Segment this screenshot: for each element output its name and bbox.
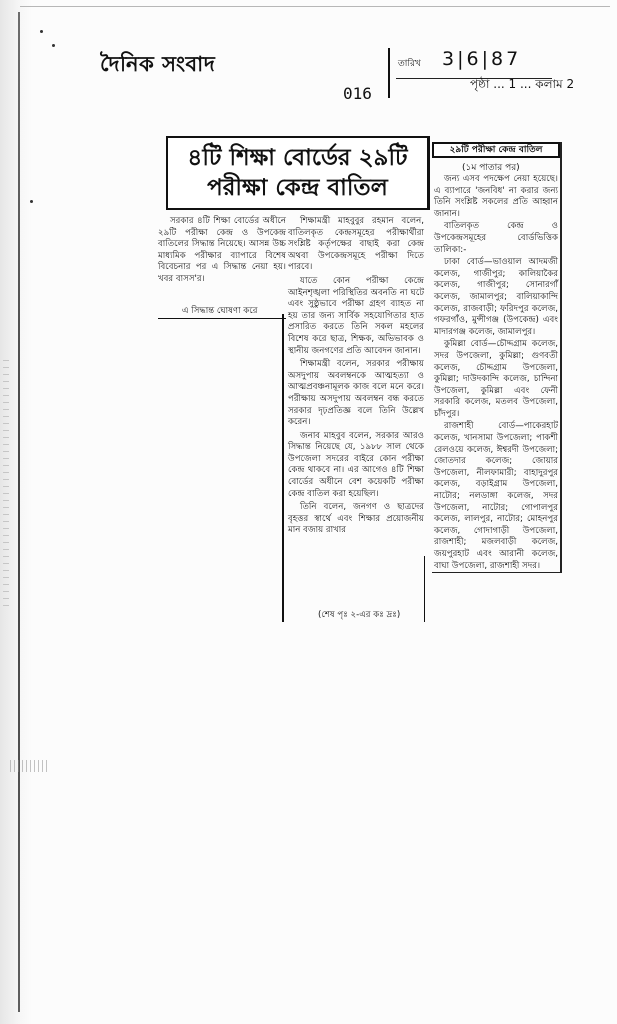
headline-line-2: পরীক্ষা কেন্দ্র বাতিল: [207, 174, 388, 201]
main-article-clipping: [158, 136, 430, 621]
lead-tail-line: এ সিদ্ধান্ত ঘোষণা করে: [182, 306, 258, 316]
lead-paragraph: সরকার ৪টি শিক্ষা বোর্ডের অধীনে ২৯টি পরীক্ষা কেন্দ্র ও উপকেন্দ্র বাতিলের সিদ্ধান্ত নিয়েছে। আসন্ন উচ্চ মাধ্যমিক পরীক্ষার ব্যাপারে বিশেষ বিবেচনার পর এ সিদ্ধান্ত নেয়া হয়। খবর বাসস'র।: [158, 216, 286, 284]
continuation-header: ২৯টি পরীক্ষা কেন্দ্র বাতিল: [432, 142, 560, 158]
clipping-border-right: [560, 142, 562, 572]
scan-artifact: [10, 760, 50, 772]
continuation-paragraph: কুমিল্লা বোর্ড—চৌদ্দগ্রাম কলেজ, সদর উপজেলা, কুমিল্লা; গুণবতী কলেজ, চৌদ্দগ্রাম উপজেলা, কুমিল্লা; দাউদকান্দি কলেজ, চান্দিনা উপজেলা, কুমিল্লা এবং ফেনী সরকারি কলেজ, মতলব উপজেলা, চাঁদপুর।: [434, 339, 558, 419]
page-crease-line: [18, 12, 20, 1012]
continuation-paragraph: জন্য এসব পদক্ষেপ নেয়া হয়েছে। এ ব্যাপারে 'জনবিধ' না করার জন্য তিনি সংশ্লিষ্ট সকলের প্রতি আহ্বান জানান।: [434, 174, 558, 219]
page-column-value: পৃষ্ঠা ... 1 ... কলাম 2: [470, 77, 575, 91]
body-paragraph: যাতে কোন পরীক্ষা কেন্দ্রে আইনশৃঙ্খলা পরিস্থিতির অবনতি না ঘটে এবং সুষ্ঠুভাবে পরীক্ষা গ্রহণ ব্যাহত না হয় তার জন্য সার্বিক সহযোগিতার হাত প্রসারিত করতে তিনি সকল মহলের বিশেষ করে ছাত্র, শিক্ষক, অভিভাবক ও স্থানীয় জনগণের প্রতি আবেদন জানান।: [288, 275, 424, 356]
newspaper-masthead: দৈনিক সংবাদ: [100, 51, 216, 76]
continuation-paragraph: বাতিলকৃত কেন্দ্র ও উপকেন্দ্রসমূহের বোর্ডভিত্তিক তালিকা:-: [434, 221, 558, 255]
body-paragraph: জনাব মাহবুব বলেন, সরকার আরও সিদ্ধান্ত নিয়েছে যে, ১৯৮৮ সাল থেকে উপজেলা সদরের বাইরে কোন পরীক্ষা কেন্দ্র থাকবে না। এর আগেও ৪টি শিক্ষা বোর্ডের অধীনে বেশ কয়েকটি পরীক্ষা কেন্দ্র বাতিল করা হয়েছিল।: [288, 430, 424, 499]
continuation-article-clipping: [432, 142, 560, 582]
body-paragraph: তিনি বলেন, জনগণ ও ছাত্রদের বৃহত্তর স্বার্থে এবং শিক্ষার প্রয়োজনীয় মান বজায় রাখার: [288, 502, 424, 536]
scan-speck: [40, 30, 43, 33]
continuation-subheader: (১ম পাতার পর): [462, 163, 520, 173]
body-column: [288, 216, 424, 539]
clipping-border-bottom: [432, 572, 562, 573]
date-value: 3|6|87: [442, 48, 522, 70]
continuation-paragraph: ঢাকা বোর্ড—ভাওয়াল আদমজী কলেজ, গাজীপুর; কালিয়াকৈর কলেজ, গাজীপুর; সোনারগাঁ কলেজ, জামালপুর; বালিয়াকান্দি কলেজ, রাজবাড়ী; ফরিদপুর কলেজ, গফরগাঁও, মুন্সীগঞ্জ (উপকেন্দ্র) এবং মাদারগঞ্জ কলেজ, জামালপুর।: [434, 257, 558, 337]
continuation-paragraph: রাজশাহী বোর্ড—পাকেরহাট কলেজ, খানসামা উপজেলা; পাকশী রেলওয়ে কলেজ, ঈশ্বরদী উপজেলা; জোতদার কলেজ; জোয়ার উপজেলা, নীলফামারী; বাহাদুরপুর কলেজ, বড়াইগ্রাম উপজেলা, নাটোর; নলডাঙ্গা কলেজ, সদর উপজেলা, নাটোর; গোপালপুর কলেজ, লালপুর, নাটোর; মোহনপুর কলেজ, গোদাগাড়ী উপজেলা, রাজশাহী; মজলবাড়ী কলেজ, জয়পুরহাট এবং আরানী কলেজ, বাঘা উপজেলা, রাজশাহী সদর।: [434, 421, 558, 571]
continuation-text: [434, 174, 558, 573]
scan-left-edge: [0, 0, 32, 1024]
column-divider: [282, 314, 284, 622]
headline-line-1: ৪টি শিক্ষা বোর্ডের ২৯টি: [187, 144, 408, 171]
top-border-line: [20, 6, 610, 7]
scan-speck: [52, 44, 55, 47]
column-border: [424, 556, 425, 622]
lead-column-rule: [158, 318, 286, 319]
date-stamp: [388, 48, 575, 98]
continued-note: (শেষ পৃঃ ২-এর কঃ দ্রঃ): [318, 610, 401, 620]
headline-box: [166, 136, 430, 210]
lead-paragraph-column: [158, 216, 286, 286]
body-paragraph: শিক্ষামন্ত্রী বলেন, সরকার পরীক্ষায় অসদুপায় অবলম্বনকে আত্মহত্যা ও আত্মপ্রবঞ্চনামূলক কাজ বলে মনে করে। পরীক্ষায় অসদুপায় অবলম্বন বন্ধ করতে সরকার দৃঢ়প্রতিজ্ঞ বলে তিনি উল্লেখ করেন।: [288, 359, 424, 428]
body-text: [288, 216, 424, 537]
date-label: তারিখ: [398, 59, 421, 69]
scan-speck: [30, 200, 33, 203]
body-paragraph: শিক্ষামন্ত্রী মাহবুবুর রহমান বলেন, বাতিলকৃত কেন্দ্রসমূহের পরীক্ষার্থীরা সংশ্লিষ্ট কর্তৃপক্ষের বাছাই করা কেন্দ্র অথবা উপকেন্দ্রসমূহে পরীক্ষা দিতে পারবে।: [288, 216, 424, 273]
reference-number: 016: [343, 84, 372, 103]
